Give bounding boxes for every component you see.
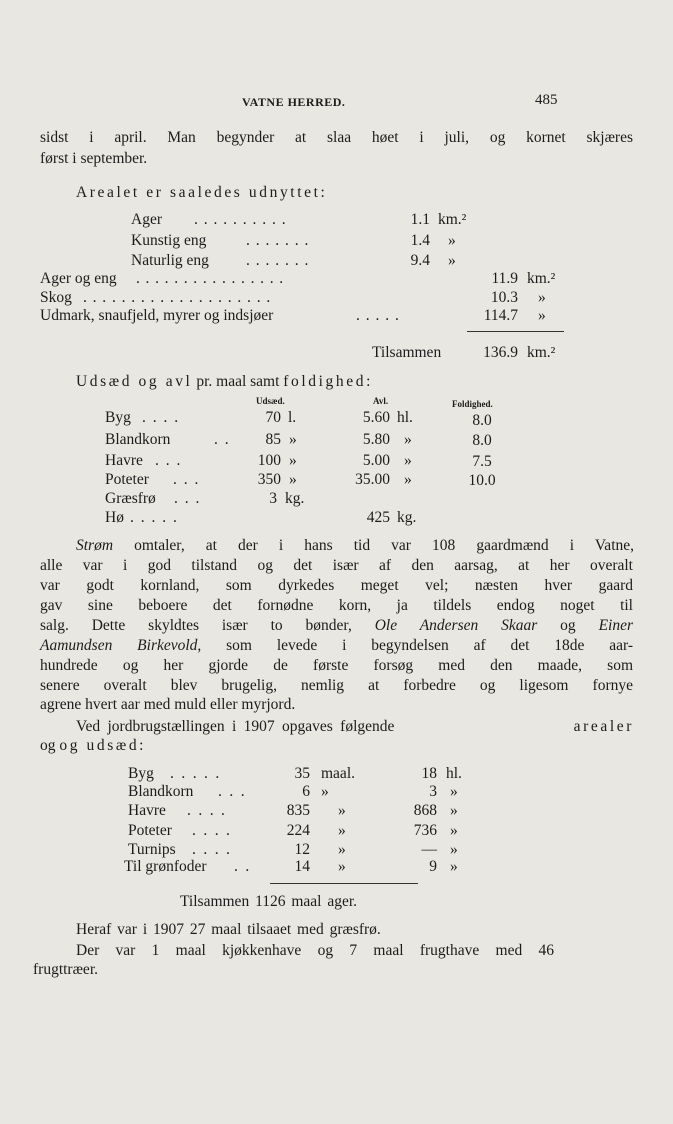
area-main-dots: . . . . . <box>356 307 400 324</box>
census-area: 835 <box>286 802 310 819</box>
census-og: og <box>40 737 60 754</box>
census-crop: Blandkorn <box>128 783 194 800</box>
closing-line-1: Heraf var i 1907 27 maal tilsaaet med græsfrø. <box>76 921 381 938</box>
seed-heading <box>76 371 373 392</box>
census-crop: Byg <box>128 765 154 782</box>
col-udsaed: Udsæd. <box>256 396 285 406</box>
seed-fold: 8.0 <box>472 412 492 429</box>
seed-avl: 35.00 <box>355 471 390 488</box>
area-sub-label: Naturlig eng <box>131 252 209 269</box>
paragraph-line: var godt kornland, som dyrkedes meget vel; næsten hver gaard <box>40 577 633 594</box>
census-seed-unit: hl. <box>446 765 462 782</box>
census-dots: . . . . <box>192 822 232 839</box>
closing-line-3: frugttræer. <box>33 961 98 978</box>
paragraph-line: alle var i god tilstand og det især af den aarsag, at her overalt <box>40 557 633 574</box>
census-seed: 736 <box>413 822 437 839</box>
paragraph-line <box>76 535 634 556</box>
person-name: Ole Andersen Skaar <box>374 617 538 634</box>
census-area-unit: » <box>338 802 346 819</box>
paragraph-text: omtaler, at der i hans tid var 108 gaardmænd i Vatne, <box>113 537 634 554</box>
area-main-dots: . . . . . . . . . . . . . . . . <box>136 270 285 287</box>
seed-udsaed: 3 <box>269 490 277 507</box>
census-seed-unit: » <box>450 858 458 875</box>
area-main-label: Udmark, snaufjeld, myrer og indsjøer <box>40 307 274 324</box>
census-area: 14 <box>294 858 310 875</box>
seed-heading-b: foldighed: <box>283 373 373 390</box>
seed-crop: Græsfrø <box>105 490 156 507</box>
paragraph-line: agrene hvert aar med muld eller myrjord. <box>40 696 296 713</box>
area-total-value: 136.9 <box>483 344 518 361</box>
census-seed: 9 <box>429 858 437 875</box>
area-heading: Arealet er saaledes udnyttet: <box>76 184 328 201</box>
paragraph-line <box>40 635 633 656</box>
census-dots: . . . . . <box>170 765 222 782</box>
census-dots: . . . . <box>192 841 232 858</box>
seed-udsaed-unit: l. <box>288 409 297 426</box>
area-sub-unit: » <box>448 252 456 269</box>
seed-dots: . . . <box>173 471 200 488</box>
seed-avl: 5.80 <box>362 431 390 448</box>
seed-avl-unit: » <box>404 471 412 488</box>
census-seed-unit: » <box>450 822 458 839</box>
area-main-value: 114.7 <box>483 307 518 324</box>
seed-crop: Blandkorn <box>105 431 171 448</box>
census-crop: Turnips <box>128 841 176 858</box>
census-seed-unit: » <box>450 841 458 858</box>
census-udsaed: og udsæd: <box>59 737 147 754</box>
closing-line-2: Der var 1 maal kjøkkenhave og 7 maal frugthave med 46 <box>76 942 554 959</box>
seed-udsaed: 350 <box>257 471 281 488</box>
area-main-unit: » <box>538 289 546 306</box>
area-main-value: 11.9 <box>491 270 518 287</box>
census-dots: . . <box>234 858 252 875</box>
paragraph-line: senere overalt blev brugelig, nemlig at forbedre og ligesom fornye <box>40 677 633 694</box>
seed-heading-a: Udsæd og avl <box>76 373 193 390</box>
census-total: Tilsammen 1126 maal ager. <box>180 893 358 910</box>
seed-avl-unit: kg. <box>397 509 417 526</box>
area-main-unit: km.² <box>527 270 556 287</box>
census-seed: 18 <box>421 765 437 782</box>
area-sub-value: 9.4 <box>410 252 430 269</box>
seed-dots: . . . . . <box>130 509 179 526</box>
seed-udsaed: 85 <box>265 431 281 448</box>
area-total-label: Tilsammen <box>372 344 442 361</box>
seed-heading-plain: pr. maal samt <box>196 373 280 390</box>
census-area: 6 <box>302 783 310 800</box>
seed-udsaed-unit: kg. <box>285 490 305 507</box>
census-area-unit: » <box>338 858 346 875</box>
intro-line-1: sidst i april. Man begynder at slaa høet i juli, og kornet skjæres <box>40 129 633 146</box>
seed-udsaed: 100 <box>257 452 281 469</box>
area-sub-dots: . . . . . . . <box>246 252 310 269</box>
census-area-unit: maal. <box>321 765 355 782</box>
area-sub-unit: » <box>448 232 456 249</box>
census-seed: — <box>421 841 437 858</box>
seed-udsaed-unit: » <box>289 431 297 448</box>
col-foldighed: Foldighed. <box>452 399 493 409</box>
census-seed: 868 <box>413 802 437 819</box>
seed-fold: 7.5 <box>472 453 492 470</box>
seed-udsaed-unit: » <box>289 452 297 469</box>
census-spaced: arealer <box>573 718 634 735</box>
paragraph-text: og <box>537 617 599 634</box>
area-total-rule <box>467 331 564 332</box>
seed-crop: Hø <box>105 509 124 526</box>
paragraph-line: hundrede og her gjorde de første forsøg med den maade, som <box>40 657 633 674</box>
census-dots: . . . . <box>187 802 227 819</box>
census-line-2 <box>40 735 146 756</box>
census-text: Ved jordbrugstællingen i 1907 opgaves følgende <box>76 718 395 735</box>
page-number: 485 <box>535 92 558 108</box>
seed-avl: 5.60 <box>362 409 390 426</box>
area-sub-label: Kunstig eng <box>131 232 207 249</box>
seed-dots: . . . . <box>142 409 180 426</box>
seed-crop: Poteter <box>105 471 149 488</box>
census-area: 35 <box>294 765 310 782</box>
census-crop: Havre <box>128 802 166 819</box>
census-area-unit: » <box>338 822 346 839</box>
area-sub-dots: . . . . . . . . . . <box>194 211 287 228</box>
paragraph-text: , som levede i begyndelsen af det 18de aar- <box>197 637 633 654</box>
census-line-1 <box>76 716 634 737</box>
area-main-dots: . . . . . . . . . . . . . . . . . . . . <box>83 289 272 306</box>
paragraph-line: gav sine beboere det fornødne korn, ja tildels endog noget til <box>40 597 633 614</box>
seed-fold: 10.0 <box>468 472 496 489</box>
area-sub-unit: km.² <box>438 211 467 228</box>
area-main-unit: » <box>538 307 546 324</box>
area-total-unit: km.² <box>527 344 556 361</box>
census-seed: 3 <box>429 783 437 800</box>
census-total-rule <box>270 883 418 884</box>
seed-avl-unit: » <box>404 431 412 448</box>
census-area-unit: » <box>338 841 346 858</box>
census-seed-unit: » <box>450 783 458 800</box>
seed-avl: 5.00 <box>362 452 390 469</box>
running-header: VATNE HERRED. <box>242 95 346 109</box>
area-main-value: 10.3 <box>490 289 518 306</box>
census-seed-unit: » <box>450 802 458 819</box>
seed-crop: Havre <box>105 452 143 469</box>
census-crop: Til grønfoder <box>124 858 207 875</box>
seed-avl-unit: » <box>404 452 412 469</box>
seed-udsaed-unit: » <box>289 471 297 488</box>
seed-dots: . . . <box>155 452 182 469</box>
area-sub-label: Ager <box>131 211 162 228</box>
paragraph-line <box>40 615 633 636</box>
seed-fold: 8.0 <box>472 432 492 449</box>
census-area: 224 <box>286 822 310 839</box>
seed-udsaed: 70 <box>265 409 281 426</box>
area-sub-value: 1.1 <box>410 211 430 228</box>
seed-dots: . . . <box>174 490 201 507</box>
area-sub-value: 1.4 <box>410 232 430 249</box>
author-strom: Strøm <box>76 537 114 554</box>
census-dots: . . . <box>218 783 247 800</box>
area-sub-dots: . . . . . . . <box>246 232 310 249</box>
area-main-label: Ager og eng <box>40 270 117 287</box>
seed-crop: Byg <box>105 409 131 426</box>
intro-line-2: først i september. <box>40 150 148 167</box>
census-area-unit: » <box>321 783 329 800</box>
paragraph-text: salg. Dette skyldtes især to bønder, <box>40 617 375 634</box>
person-name: Aamundsen Birkevold <box>40 637 198 654</box>
seed-avl-unit: hl. <box>397 409 413 426</box>
seed-avl: 425 <box>366 509 390 526</box>
col-avl: Avl. <box>373 396 389 406</box>
seed-dots: . . <box>214 431 231 448</box>
area-main-label: Skog <box>40 289 72 306</box>
person-name: Einer <box>598 617 634 634</box>
census-crop: Poteter <box>128 822 172 839</box>
census-area: 12 <box>294 841 310 858</box>
